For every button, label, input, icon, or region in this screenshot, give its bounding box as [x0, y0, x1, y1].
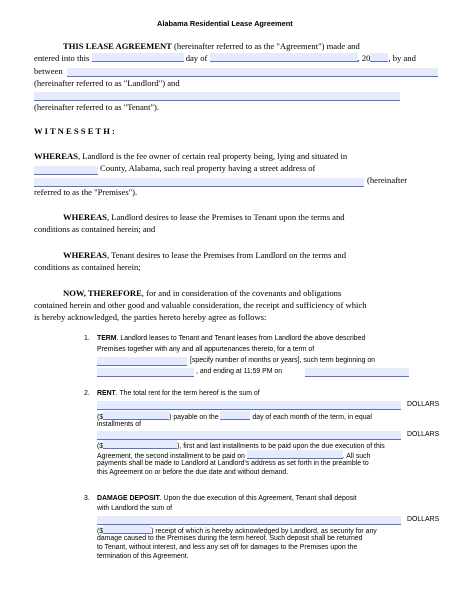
rent-dollar-sign-2: ($	[97, 443, 104, 450]
field-term-length[interactable]	[97, 357, 187, 366]
now-line-1-text: , for and in consideration of the covenants and obligations	[141, 288, 342, 298]
term-line-1	[97, 334, 365, 343]
intro-line-3: between	[34, 66, 63, 76]
intro-heading: THIS LEASE AGREEMENT	[63, 41, 172, 51]
deposit-dollar-sign: ($	[97, 528, 104, 535]
now-line-1	[63, 288, 341, 299]
deposit-line-6: to Tenant, without interest, and less any set off for damages to the Premises upon the	[97, 544, 358, 551]
field-second-installment-date[interactable]	[247, 450, 343, 459]
field-installment-amount[interactable]	[103, 440, 177, 449]
whereas2-line-1-text: , Landlord desires to lease the Premises to Tenant upon the terms and	[106, 212, 345, 222]
term-line-3: [specify number of months or years], such term beginning on	[190, 357, 375, 364]
rent-line-1	[97, 389, 260, 398]
field-county[interactable]	[34, 166, 98, 175]
rent-dollars-1: DOLLARS	[407, 401, 440, 408]
whereas1-line-1-text: , Landlord is the fee owner of certain real property being, lying and situated in	[77, 151, 348, 161]
term-heading: TERM	[97, 335, 117, 342]
whereas1-line-2: County, Alabama, such real property having a street address of	[100, 163, 316, 173]
field-year[interactable]	[370, 53, 388, 62]
rent-line-1-text: . The total rent for the term hereof is the sum of	[115, 390, 260, 397]
field-deposit-words[interactable]	[97, 516, 401, 525]
now-line-2: contained herein and other good and valuable consideration, the receipt and sufficiency of which	[34, 300, 367, 310]
intro-line-4: (hereinafter referred to as "Landlord") and	[34, 78, 180, 88]
field-day-number[interactable]	[92, 53, 184, 62]
deposit-number: 3.	[84, 495, 90, 502]
deposit-line-2: with Landlord the sum of	[97, 505, 173, 512]
deposit-dollars: DOLLARS	[407, 516, 440, 523]
field-term-end[interactable]	[305, 368, 409, 377]
rent-dollar-sign-1: ($	[97, 414, 104, 421]
intro-line-1	[63, 41, 360, 52]
rent-all-such-text: . All such	[342, 453, 371, 460]
intro-line-5: (hereinafter referred to as "Tenant").	[34, 102, 159, 112]
intro-by-and-text: , by and	[388, 53, 416, 63]
intro-day-of-text: day of	[185, 53, 208, 63]
deposit-line-1-text: . Upon the due execution of this Agreement, Tenant shall deposit	[159, 495, 357, 502]
document-title: Alabama Residential Lease Agreement	[157, 19, 293, 28]
whereas3-word: WHEREAS	[63, 250, 107, 260]
field-total-rent-words[interactable]	[97, 401, 401, 410]
rent-second-installment-text: Agreement, the second installment to be paid on	[97, 453, 245, 460]
deposit-line-7: termination of this Agreement.	[97, 553, 189, 560]
whereas1-line-3: (hereinafter	[367, 175, 408, 185]
rent-line-8: payments shall be made to Landlord at Landlord's address as set forth in the preamble to	[97, 460, 369, 467]
whereas2-line-2: conditions as contained herein; and	[34, 224, 156, 234]
whereas1-line-1	[34, 151, 347, 162]
now-line-3: is hereby acknowledged, the parties hereto hereby agree as follows:	[34, 312, 267, 322]
deposit-heading: DAMAGE DEPOSIT	[97, 495, 160, 502]
rent-dollars-2: DOLLARS	[407, 431, 440, 438]
field-street-address[interactable]	[34, 178, 364, 187]
rent-each-month-text: day of each month of the term, in equal	[252, 414, 372, 421]
intro-entered-text: entered into this	[34, 53, 90, 63]
deposit-line-5: damage caused to the Premises during the term hereof. Such deposit shall be returned	[97, 535, 363, 542]
now-word: NOW, THEREFORE	[63, 288, 142, 298]
field-installment-words[interactable]	[97, 431, 401, 440]
rent-number: 2.	[84, 390, 90, 397]
term-number: 1.	[84, 335, 90, 342]
field-deposit-amount[interactable]	[103, 525, 151, 534]
term-line-1-text: . Landlord leases to Tenant and Tenant leases from Landlord the above described	[116, 335, 366, 342]
witnesseth-heading: W I T N E S S E T H :	[34, 126, 115, 136]
field-month[interactable]	[210, 53, 358, 62]
deposit-line-1	[97, 494, 357, 503]
field-term-start[interactable]	[97, 368, 194, 377]
whereas3-line-1-text: , Tenant desires to lease the Premises from Landlord on the terms and	[106, 250, 347, 260]
field-total-rent-amount[interactable]	[103, 411, 169, 420]
rent-installments-text: ), first and last installments to be paid upon the due execution of this	[177, 443, 385, 450]
rent-payable-text: ) payable on the	[169, 414, 219, 421]
field-due-day[interactable]	[220, 411, 250, 420]
intro-line-2	[34, 53, 416, 64]
term-line-2: Premises together with any and all appurtenances thereto, for a term of	[97, 346, 315, 353]
whereas1-line-4: referred to as the "Premises").	[34, 187, 138, 197]
rent-line-4: installments of	[97, 421, 142, 428]
rent-line-9: this Agreement on or before the due date and without demand.	[97, 469, 289, 476]
rent-heading: RENT	[97, 390, 116, 397]
field-tenant-name[interactable]	[34, 92, 400, 101]
whereas2-line-1	[63, 212, 345, 223]
whereas1-word: WHEREAS	[34, 151, 78, 161]
whereas2-word: WHEREAS	[63, 212, 107, 222]
intro-line-1-text: (hereinafter referred to as the "Agreement") made and	[174, 41, 360, 51]
whereas3-line-2: conditions as contained herein;	[34, 262, 141, 272]
deposit-receipt-text: ) receipt of which is hereby acknowledged by Landlord, as security for any	[151, 528, 377, 535]
term-line-4: , and ending at 11:59 PM on	[196, 368, 283, 375]
intro-year-prefix: , 20	[357, 53, 371, 63]
whereas3-line-1	[63, 250, 346, 261]
field-landlord-name[interactable]	[67, 68, 438, 77]
